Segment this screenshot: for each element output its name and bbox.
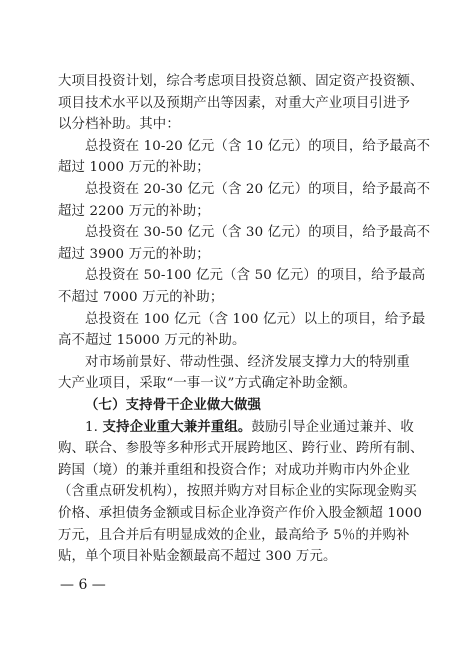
text-line: 超过 1000 万元的补助；	[58, 160, 210, 176]
text-line: 超过 2200 万元的补助；	[58, 203, 210, 219]
text-line: 大项目投资计划，综合考虑项目投资总额、固定资产投资额、	[58, 74, 424, 89]
text-line: 总投资在 100 亿元（含 100 亿元）以上的项目，给予最	[85, 311, 426, 327]
text-line: 贴，单个项目补贴金额最高不超过 300 万元。	[58, 549, 337, 565]
item-line	[85, 418, 414, 436]
text-line: 对市场前景好、带动性强、经济发展支撑力大的特别重	[85, 354, 410, 370]
text-line: 高不超过 15000 万元的补助。	[58, 333, 246, 349]
text-line: 项目技术水平以及预期产出等因素，对重大产业项目引进予	[58, 95, 411, 111]
item-heading: 支持企业重大兼并重组。	[102, 418, 252, 435]
text-line: （含重点研发机构），按照并购方对目标企业的实际现金购买	[58, 484, 417, 500]
item-number: 1.	[85, 419, 99, 435]
text-line: 总投资在 20-30 亿元（含 20 亿元）的项目，给予最高不	[85, 182, 431, 197]
text-line: 总投资在 30-50 亿元（含 30 亿元）的项目，给予最高不	[85, 225, 431, 241]
item-text: 鼓励引导企业通过兼并、收	[251, 419, 414, 435]
text-line: 购、联合、参股等多种形式开展跨地区、跨行业、跨所有制、	[58, 441, 424, 457]
text-line: 万元，且合并后有明显成效的企业，最高给予 5％的并购补	[58, 527, 410, 543]
text-line: 总投资在 10-20 亿元（含 10 亿元）的项目，给予最高不	[85, 138, 431, 154]
section-heading: （七）支持骨干企业做大做强	[85, 397, 262, 413]
text-line: 不超过 7000 万元的补助；	[58, 290, 224, 305]
text-line: 价格、承担债务金额或目标企业净资产作价入股金额超 1000	[58, 506, 423, 521]
text-line: 超过 3900 万元的补助；	[58, 246, 210, 262]
page-number: — 6 —	[60, 576, 106, 593]
text-line: 总投资在 50-100 亿元（含 50 亿元）的项目，给予最高	[85, 268, 426, 284]
text-line: 大产业项目，采取“一事一议”方式确定补助金额。	[58, 376, 357, 392]
text-line: 以分档补助。其中：	[58, 117, 180, 133]
text-line: 跨国（境）的兼并重组和投资合作；对成功并购市内外企业	[58, 462, 411, 478]
